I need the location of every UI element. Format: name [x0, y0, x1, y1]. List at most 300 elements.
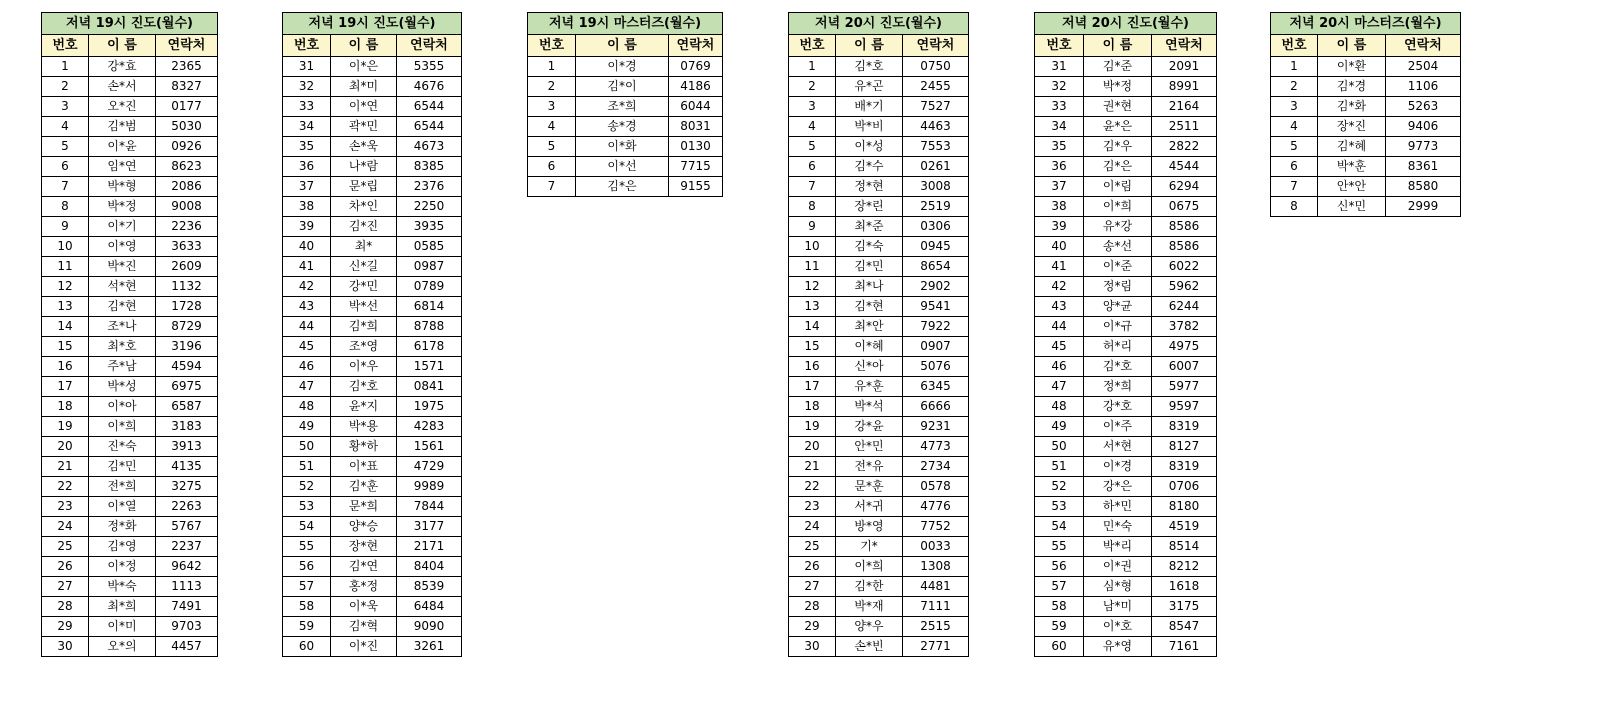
phone-suffix-cell: 2086: [156, 177, 218, 197]
table-row: [789, 257, 969, 277]
phone-suffix-cell: 5355: [397, 57, 462, 77]
phone-suffix-cell: 9989: [397, 477, 462, 497]
phone-suffix-cell: 3183: [156, 417, 218, 437]
table-row: [42, 97, 218, 117]
member-name-cell: 박*리: [1084, 537, 1152, 557]
table-row: [1035, 437, 1217, 457]
row-number-cell: 11: [789, 257, 836, 277]
member-name-cell: 김*영: [89, 537, 156, 557]
member-name-cell: 강*민: [331, 277, 397, 297]
phone-suffix-cell: 2376: [397, 177, 462, 197]
member-name-cell: 최*희: [89, 597, 156, 617]
table-row: [42, 557, 218, 577]
member-name-cell: 문*립: [331, 177, 397, 197]
row-number-cell: 27: [42, 577, 89, 597]
member-name-cell: 신*길: [331, 257, 397, 277]
row-number-cell: 1: [1271, 57, 1318, 77]
member-name-cell: 김*혜: [1318, 137, 1386, 157]
table-row: [283, 297, 462, 317]
phone-suffix-cell: 7527: [903, 97, 969, 117]
row-number-cell: 8: [1271, 197, 1318, 217]
phone-suffix-cell: 8539: [397, 577, 462, 597]
phone-suffix-cell: 6666: [903, 397, 969, 417]
row-number-cell: 53: [283, 497, 331, 517]
phone-suffix-cell: 2250: [397, 197, 462, 217]
phone-suffix-cell: 9597: [1152, 397, 1217, 417]
member-name-cell: 손*서: [89, 77, 156, 97]
table-row: [1035, 517, 1217, 537]
row-number-cell: 40: [283, 237, 331, 257]
row-number-cell: 1: [42, 57, 89, 77]
member-name-cell: 김*숙: [836, 237, 903, 257]
member-name-cell: 오*진: [89, 97, 156, 117]
phone-suffix-cell: 6007: [1152, 357, 1217, 377]
member-name-cell: 신*아: [836, 357, 903, 377]
row-number-cell: 41: [1035, 257, 1084, 277]
table-row: [528, 77, 723, 97]
member-name-cell: 최*준: [836, 217, 903, 237]
phone-suffix-cell: 8547: [1152, 617, 1217, 637]
phone-suffix-cell: 8385: [397, 157, 462, 177]
row-number-cell: 20: [42, 437, 89, 457]
member-name-cell: 박*정: [89, 197, 156, 217]
table-row: [1035, 137, 1217, 157]
table-row: [1271, 117, 1461, 137]
row-number-cell: 34: [283, 117, 331, 137]
phone-suffix-cell: 2734: [903, 457, 969, 477]
table-row: [1035, 97, 1217, 117]
table-row: [42, 497, 218, 517]
phone-suffix-cell: 9090: [397, 617, 462, 637]
member-name-cell: 최*미: [331, 77, 397, 97]
phone-suffix-cell: 8580: [1386, 177, 1461, 197]
member-name-cell: 박*성: [89, 377, 156, 397]
row-number-cell: 12: [789, 277, 836, 297]
member-name-cell: 조*영: [331, 337, 397, 357]
row-number-cell: 26: [789, 557, 836, 577]
row-number-cell: 4: [789, 117, 836, 137]
row-number-cell: 22: [789, 477, 836, 497]
table-row: [1035, 457, 1217, 477]
phone-suffix-cell: 8404: [397, 557, 462, 577]
phone-suffix-cell: 6244: [1152, 297, 1217, 317]
table-title: 저녁 19시 마스터즈(월수): [528, 13, 723, 35]
member-name-cell: 김*화: [1318, 97, 1386, 117]
member-name-cell: 김*은: [1084, 157, 1152, 177]
row-number-cell: 58: [283, 597, 331, 617]
table-row: [789, 237, 969, 257]
row-number-cell: 15: [42, 337, 89, 357]
table-row: [789, 377, 969, 397]
phone-suffix-cell: 4519: [1152, 517, 1217, 537]
row-number-cell: 23: [42, 497, 89, 517]
row-number-cell: 51: [1035, 457, 1084, 477]
phone-suffix-cell: 0130: [669, 137, 723, 157]
member-name-cell: 양*균: [1084, 297, 1152, 317]
table-row: [42, 457, 218, 477]
phone-suffix-cell: 5977: [1152, 377, 1217, 397]
row-number-cell: 32: [283, 77, 331, 97]
row-number-cell: 18: [42, 397, 89, 417]
member-name-cell: 김*준: [1084, 57, 1152, 77]
row-number-cell: 46: [283, 357, 331, 377]
member-name-cell: 박*재: [836, 597, 903, 617]
row-number-cell: 8: [789, 197, 836, 217]
row-number-cell: 9: [42, 217, 89, 237]
table-title: 저녁 19시 진도(월수): [42, 13, 218, 35]
table-row: [789, 517, 969, 537]
row-number-cell: 30: [42, 637, 89, 657]
member-name-cell: 서*현: [1084, 437, 1152, 457]
member-name-cell: 김*호: [331, 377, 397, 397]
table-row: [1271, 137, 1461, 157]
row-number-cell: 23: [789, 497, 836, 517]
phone-suffix-cell: 7491: [156, 597, 218, 617]
table-row: [283, 537, 462, 557]
table-row: [789, 57, 969, 77]
phone-suffix-cell: 0907: [903, 337, 969, 357]
phone-suffix-cell: 0789: [397, 277, 462, 297]
phone-suffix-cell: 8212: [1152, 557, 1217, 577]
table-row: [1035, 117, 1217, 137]
phone-suffix-cell: 7844: [397, 497, 462, 517]
row-number-cell: 27: [789, 577, 836, 597]
table-row: [1035, 77, 1217, 97]
table-row: [283, 197, 462, 217]
phone-suffix-cell: 6484: [397, 597, 462, 617]
table-row: [283, 517, 462, 537]
member-name-cell: 이*선: [576, 157, 669, 177]
table-row: [42, 537, 218, 557]
row-number-cell: 2: [789, 77, 836, 97]
roster-table-19-masters: [527, 12, 723, 197]
member-name-cell: 장*린: [836, 197, 903, 217]
phone-suffix-cell: 4135: [156, 457, 218, 477]
roster-table-19-jindo-b: [282, 12, 462, 657]
phone-suffix-cell: 3177: [397, 517, 462, 537]
table-row: [1035, 637, 1217, 657]
member-name-cell: 석*현: [89, 277, 156, 297]
phone-suffix-cell: 2504: [1386, 57, 1461, 77]
table-row: [1035, 537, 1217, 557]
table-row: [1035, 617, 1217, 637]
row-number-cell: 14: [789, 317, 836, 337]
column-header-phone: 연락처: [1386, 35, 1461, 57]
member-name-cell: 김*호: [836, 57, 903, 77]
phone-suffix-cell: 8788: [397, 317, 462, 337]
column-header-number: 번호: [528, 35, 576, 57]
table-row: [283, 377, 462, 397]
row-number-cell: 42: [283, 277, 331, 297]
table-row: [283, 57, 462, 77]
member-name-cell: 이*연: [331, 97, 397, 117]
phone-suffix-cell: 8514: [1152, 537, 1217, 557]
member-name-cell: 이*경: [1084, 457, 1152, 477]
table-row: [1035, 317, 1217, 337]
phone-suffix-cell: 9008: [156, 197, 218, 217]
member-name-cell: 유*곤: [836, 77, 903, 97]
table-row: [283, 177, 462, 197]
phone-suffix-cell: 7922: [903, 317, 969, 337]
member-name-cell: 신*민: [1318, 197, 1386, 217]
table-row: [283, 437, 462, 457]
member-name-cell: 박*석: [836, 397, 903, 417]
row-number-cell: 17: [789, 377, 836, 397]
table-row: [42, 417, 218, 437]
member-name-cell: 박*훈: [1318, 157, 1386, 177]
table-row: [42, 297, 218, 317]
phone-suffix-cell: 3275: [156, 477, 218, 497]
phone-suffix-cell: 9642: [156, 557, 218, 577]
member-name-cell: 심*형: [1084, 577, 1152, 597]
phone-suffix-cell: 7553: [903, 137, 969, 157]
table-row: [1035, 197, 1217, 217]
row-number-cell: 41: [283, 257, 331, 277]
member-name-cell: 유*영: [1084, 637, 1152, 657]
member-name-cell: 유*강: [1084, 217, 1152, 237]
table-row: [42, 477, 218, 497]
member-name-cell: 박*용: [331, 417, 397, 437]
phone-suffix-cell: 0261: [903, 157, 969, 177]
table-row: [1035, 397, 1217, 417]
row-number-cell: 12: [42, 277, 89, 297]
row-number-cell: 19: [42, 417, 89, 437]
table-row: [42, 437, 218, 457]
table-row: [283, 137, 462, 157]
roster-table-20-masters: [1270, 12, 1461, 217]
column-header-phone: 연락처: [669, 35, 723, 57]
member-name-cell: 송*경: [576, 117, 669, 137]
phone-suffix-cell: 6178: [397, 337, 462, 357]
member-name-cell: 강*호: [1084, 397, 1152, 417]
row-number-cell: 16: [789, 357, 836, 377]
row-number-cell: 3: [42, 97, 89, 117]
member-name-cell: 김*우: [1084, 137, 1152, 157]
phone-suffix-cell: 6022: [1152, 257, 1217, 277]
table-row: [789, 177, 969, 197]
member-name-cell: 이*표: [331, 457, 397, 477]
column-header-name: 이 름: [836, 35, 903, 57]
table-title: 저녁 20시 진도(월수): [789, 13, 969, 35]
table-row: [1035, 477, 1217, 497]
member-name-cell: 강*은: [1084, 477, 1152, 497]
phone-suffix-cell: 1728: [156, 297, 218, 317]
member-name-cell: 전*희: [89, 477, 156, 497]
member-name-cell: 강*윤: [836, 417, 903, 437]
table-row: [789, 157, 969, 177]
row-number-cell: 37: [283, 177, 331, 197]
table-row: [789, 397, 969, 417]
phone-suffix-cell: 8180: [1152, 497, 1217, 517]
row-number-cell: 10: [42, 237, 89, 257]
phone-suffix-cell: 0585: [397, 237, 462, 257]
member-name-cell: 박*비: [836, 117, 903, 137]
table-row: [1035, 337, 1217, 357]
row-number-cell: 55: [1035, 537, 1084, 557]
row-number-cell: 35: [283, 137, 331, 157]
column-header-number: 번호: [1035, 35, 1084, 57]
row-number-cell: 40: [1035, 237, 1084, 257]
table-row: [283, 557, 462, 577]
table-row: [1035, 497, 1217, 517]
column-header-phone: 연락처: [156, 35, 218, 57]
member-name-cell: 진*숙: [89, 437, 156, 457]
member-name-cell: 김*한: [836, 577, 903, 597]
phone-suffix-cell: 0578: [903, 477, 969, 497]
table-row: [42, 177, 218, 197]
member-name-cell: 김*연: [331, 557, 397, 577]
row-number-cell: 42: [1035, 277, 1084, 297]
row-number-cell: 4: [42, 117, 89, 137]
column-header-name: 이 름: [89, 35, 156, 57]
row-number-cell: 38: [283, 197, 331, 217]
table-row: [42, 317, 218, 337]
table-row: [42, 517, 218, 537]
table-row: [789, 457, 969, 477]
phone-suffix-cell: 1308: [903, 557, 969, 577]
member-name-cell: 방*영: [836, 517, 903, 537]
row-number-cell: 29: [789, 617, 836, 637]
member-name-cell: 김*혁: [331, 617, 397, 637]
phone-suffix-cell: 0706: [1152, 477, 1217, 497]
phone-suffix-cell: 8031: [669, 117, 723, 137]
row-number-cell: 3: [789, 97, 836, 117]
phone-suffix-cell: 8654: [903, 257, 969, 277]
member-name-cell: 하*민: [1084, 497, 1152, 517]
row-number-cell: 45: [1035, 337, 1084, 357]
member-name-cell: 김*희: [331, 317, 397, 337]
member-name-cell: 곽*민: [331, 117, 397, 137]
row-number-cell: 36: [1035, 157, 1084, 177]
member-name-cell: 문*훈: [836, 477, 903, 497]
member-name-cell: 이*규: [1084, 317, 1152, 337]
table-row: [283, 477, 462, 497]
member-name-cell: 민*숙: [1084, 517, 1152, 537]
phone-suffix-cell: 2263: [156, 497, 218, 517]
member-name-cell: 양*우: [836, 617, 903, 637]
row-number-cell: 18: [789, 397, 836, 417]
phone-suffix-cell: 0945: [903, 237, 969, 257]
member-name-cell: 김*민: [89, 457, 156, 477]
row-number-cell: 31: [283, 57, 331, 77]
table-row: [283, 497, 462, 517]
table-row: [283, 597, 462, 617]
member-name-cell: 이*우: [331, 357, 397, 377]
member-name-cell: 박*선: [331, 297, 397, 317]
row-number-cell: 50: [1035, 437, 1084, 457]
phone-suffix-cell: 2236: [156, 217, 218, 237]
table-row: [789, 497, 969, 517]
member-name-cell: 김*진: [331, 217, 397, 237]
table-row: [42, 197, 218, 217]
member-name-cell: 강*효: [89, 57, 156, 77]
column-header-number: 번호: [1271, 35, 1318, 57]
row-number-cell: 4: [1271, 117, 1318, 137]
row-number-cell: 47: [1035, 377, 1084, 397]
phone-suffix-cell: 0750: [903, 57, 969, 77]
phone-suffix-cell: 7752: [903, 517, 969, 537]
member-name-cell: 문*희: [331, 497, 397, 517]
table-row: [1271, 177, 1461, 197]
table-row: [283, 337, 462, 357]
table-row: [1271, 57, 1461, 77]
table-title: 저녁 19시 진도(월수): [283, 13, 462, 35]
table-row: [42, 637, 218, 657]
row-number-cell: 17: [42, 377, 89, 397]
row-number-cell: 3: [528, 97, 576, 117]
phone-suffix-cell: 1975: [397, 397, 462, 417]
phone-suffix-cell: 9773: [1386, 137, 1461, 157]
phone-suffix-cell: 6544: [397, 117, 462, 137]
phone-suffix-cell: 7111: [903, 597, 969, 617]
row-number-cell: 47: [283, 377, 331, 397]
table-row: [42, 137, 218, 157]
phone-suffix-cell: 2515: [903, 617, 969, 637]
table-row: [283, 117, 462, 137]
phone-suffix-cell: 1106: [1386, 77, 1461, 97]
phone-suffix-cell: 5962: [1152, 277, 1217, 297]
phone-suffix-cell: 3913: [156, 437, 218, 457]
member-name-cell: 이*환: [1318, 57, 1386, 77]
member-name-cell: 최*: [331, 237, 397, 257]
row-number-cell: 11: [42, 257, 89, 277]
row-number-cell: 15: [789, 337, 836, 357]
member-name-cell: 손*욱: [331, 137, 397, 157]
table-row: [283, 217, 462, 237]
phone-suffix-cell: 1571: [397, 357, 462, 377]
phone-suffix-cell: 2822: [1152, 137, 1217, 157]
phone-suffix-cell: 5263: [1386, 97, 1461, 117]
row-number-cell: 60: [1035, 637, 1084, 657]
row-number-cell: 28: [789, 597, 836, 617]
member-name-cell: 김*범: [89, 117, 156, 137]
row-number-cell: 55: [283, 537, 331, 557]
row-number-cell: 25: [789, 537, 836, 557]
phone-suffix-cell: 0306: [903, 217, 969, 237]
row-number-cell: 39: [1035, 217, 1084, 237]
row-number-cell: 57: [1035, 577, 1084, 597]
member-name-cell: 윤*지: [331, 397, 397, 417]
table-row: [789, 417, 969, 437]
member-name-cell: 김*훈: [331, 477, 397, 497]
table-row: [1035, 577, 1217, 597]
phone-suffix-cell: 8991: [1152, 77, 1217, 97]
member-name-cell: 장*진: [1318, 117, 1386, 137]
phone-suffix-cell: 0675: [1152, 197, 1217, 217]
phone-suffix-cell: 5030: [156, 117, 218, 137]
phone-suffix-cell: 1561: [397, 437, 462, 457]
phone-suffix-cell: 4673: [397, 137, 462, 157]
row-number-cell: 59: [1035, 617, 1084, 637]
phone-suffix-cell: 9231: [903, 417, 969, 437]
table-row: [1271, 157, 1461, 177]
phone-suffix-cell: 2455: [903, 77, 969, 97]
member-name-cell: 이*권: [1084, 557, 1152, 577]
phone-suffix-cell: 0926: [156, 137, 218, 157]
row-number-cell: 10: [789, 237, 836, 257]
table-row: [283, 577, 462, 597]
member-name-cell: 조*나: [89, 317, 156, 337]
table-row: [283, 237, 462, 257]
column-header-name: 이 름: [576, 35, 669, 57]
member-name-cell: 이*혜: [836, 337, 903, 357]
phone-suffix-cell: 4463: [903, 117, 969, 137]
member-name-cell: 기*: [836, 537, 903, 557]
member-name-cell: 이*은: [331, 57, 397, 77]
phone-suffix-cell: 1132: [156, 277, 218, 297]
member-name-cell: 정*현: [836, 177, 903, 197]
member-name-cell: 김*은: [576, 177, 669, 197]
